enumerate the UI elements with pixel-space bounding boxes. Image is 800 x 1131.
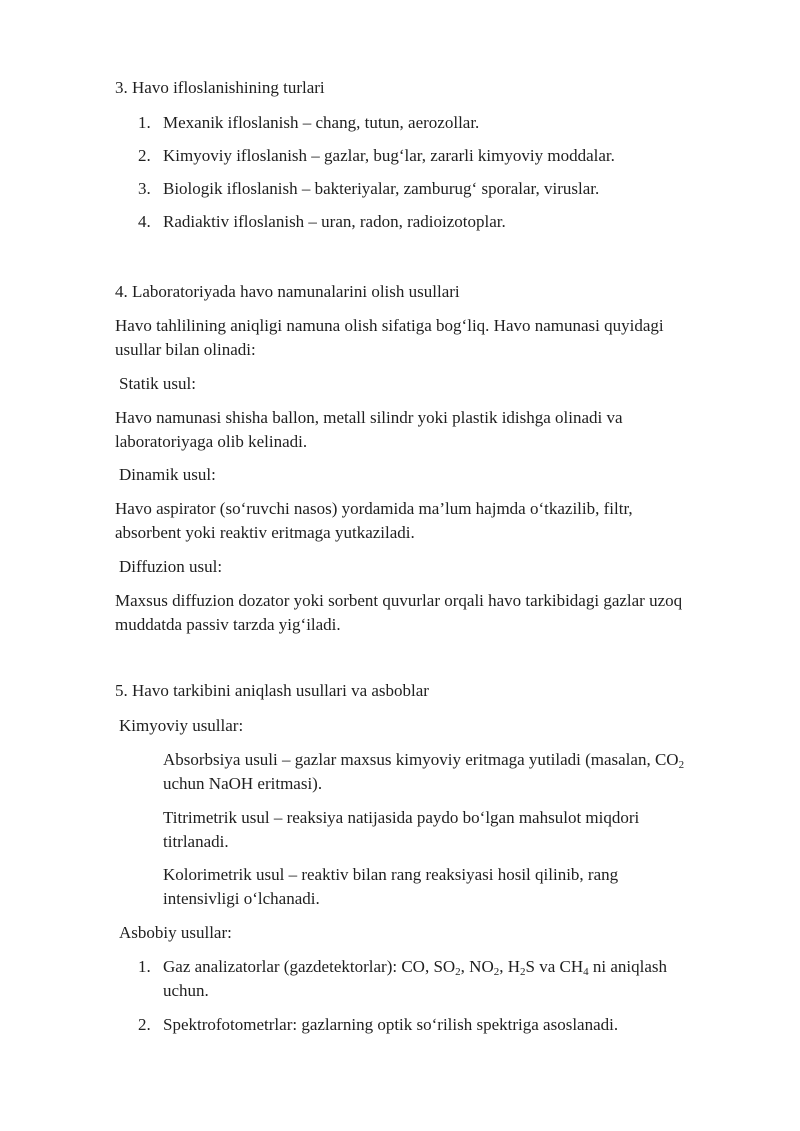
list-number: 3. [138, 179, 151, 198]
list-text: Radiaktiv ifloslanish – uran, radon, radioizotoplar. [163, 212, 506, 231]
static-method-text: laboratoriyaga olib kelinadi. [115, 432, 308, 451]
list-number: 1. [138, 957, 151, 976]
titrimetric-method-text: titrlanadi. [163, 832, 229, 851]
list-text-continuation: uchun. [163, 981, 209, 1000]
section-3-heading: 3. Havo ifloslanishining turlari [115, 78, 325, 97]
list-text: Biologik ifloslanish – bakteriyalar, zamburug‘ sporalar, viruslar. [163, 179, 600, 198]
list-item [138, 177, 758, 201]
chemical-methods-label: Kimyoviy usullar: [119, 716, 244, 735]
list-text: Mexanik ifloslanish – chang, tutun, aerozollar. [163, 113, 480, 132]
section-4-heading: 4. Laboratoriyada havo namunalarini olish usullari [115, 282, 460, 301]
titrimetric-method-text: Titrimetrik usul – reaksiya natijasida paydo bo‘lgan mahsulot miqdori [163, 808, 640, 827]
colorimetric-method-text: Kolorimetrik usul – reaktiv bilan rang reaksiyasi hosil qilinib, rang [163, 865, 619, 884]
diffusion-method-label: Diffuzion usul: [119, 557, 223, 576]
list-number: 1. [138, 113, 151, 132]
colorimetric-method-text: intensivligi o‘lchanadi. [163, 889, 320, 908]
intro-paragraph-line: Havo tahlilining aniqligi namuna olish sifatiga bog‘liq. Havo namunasi quyidagi [115, 316, 664, 335]
list-item [138, 111, 758, 135]
diffusion-method-text: muddatda passiv tarzda yig‘iladi. [115, 615, 341, 634]
list-item [138, 1013, 758, 1037]
list-number: 2. [138, 146, 151, 165]
list-item [138, 144, 758, 168]
list-text: Gaz analizatorlar (gazdetektorlar): CO, $SO_2$, $NO_2$, $H_2S$ va $CH_4$ ni aniqlash [163, 957, 668, 978]
section-5-heading: 5. Havo tarkibini aniqlash usullari va asboblar [115, 681, 429, 700]
list-number: 4. [138, 212, 151, 231]
list-text: Kimyoviy ifloslanish – gazlar, bug‘lar, zararli kimyoviy moddalar. [163, 146, 615, 165]
static-method-label: Statik usul: [119, 374, 196, 393]
intro-paragraph-line: usullar bilan olinadi: [115, 340, 256, 359]
static-method-text: Havo namunasi shisha ballon, metall silindr yoki plastik idishga olinadi va [115, 408, 623, 427]
absorption-method-text: uchun NaOH eritmasi). [163, 774, 323, 793]
list-item [138, 955, 758, 979]
diffusion-method-text: Maxsus diffuzion dozator yoki sorbent quvurlar orqali havo tarkibidagi gazlar uzoq [115, 591, 683, 610]
list-text: Spektrofotometrlar: gazlarning optik so‘rilish spektriga asoslanadi. [163, 1015, 619, 1034]
list-number: 2. [138, 1015, 151, 1034]
dynamic-method-label: Dinamik usul: [119, 465, 216, 484]
dynamic-method-text: Havo aspirator (so‘ruvchi nasos) yordamida ma’lum hajmda o‘tkazilib, filtr, [115, 499, 633, 518]
dynamic-method-text: absorbent yoki reaktiv eritmaga yutkaziladi. [115, 523, 415, 542]
list-item [138, 210, 758, 234]
instrumental-methods-label: Asbobiy usullar: [119, 923, 232, 942]
absorption-method-text: Absorbsiya usuli – gazlar maxsus kimyoviy eritmaga yutiladi (masalan, $CO_2$ [163, 750, 685, 771]
